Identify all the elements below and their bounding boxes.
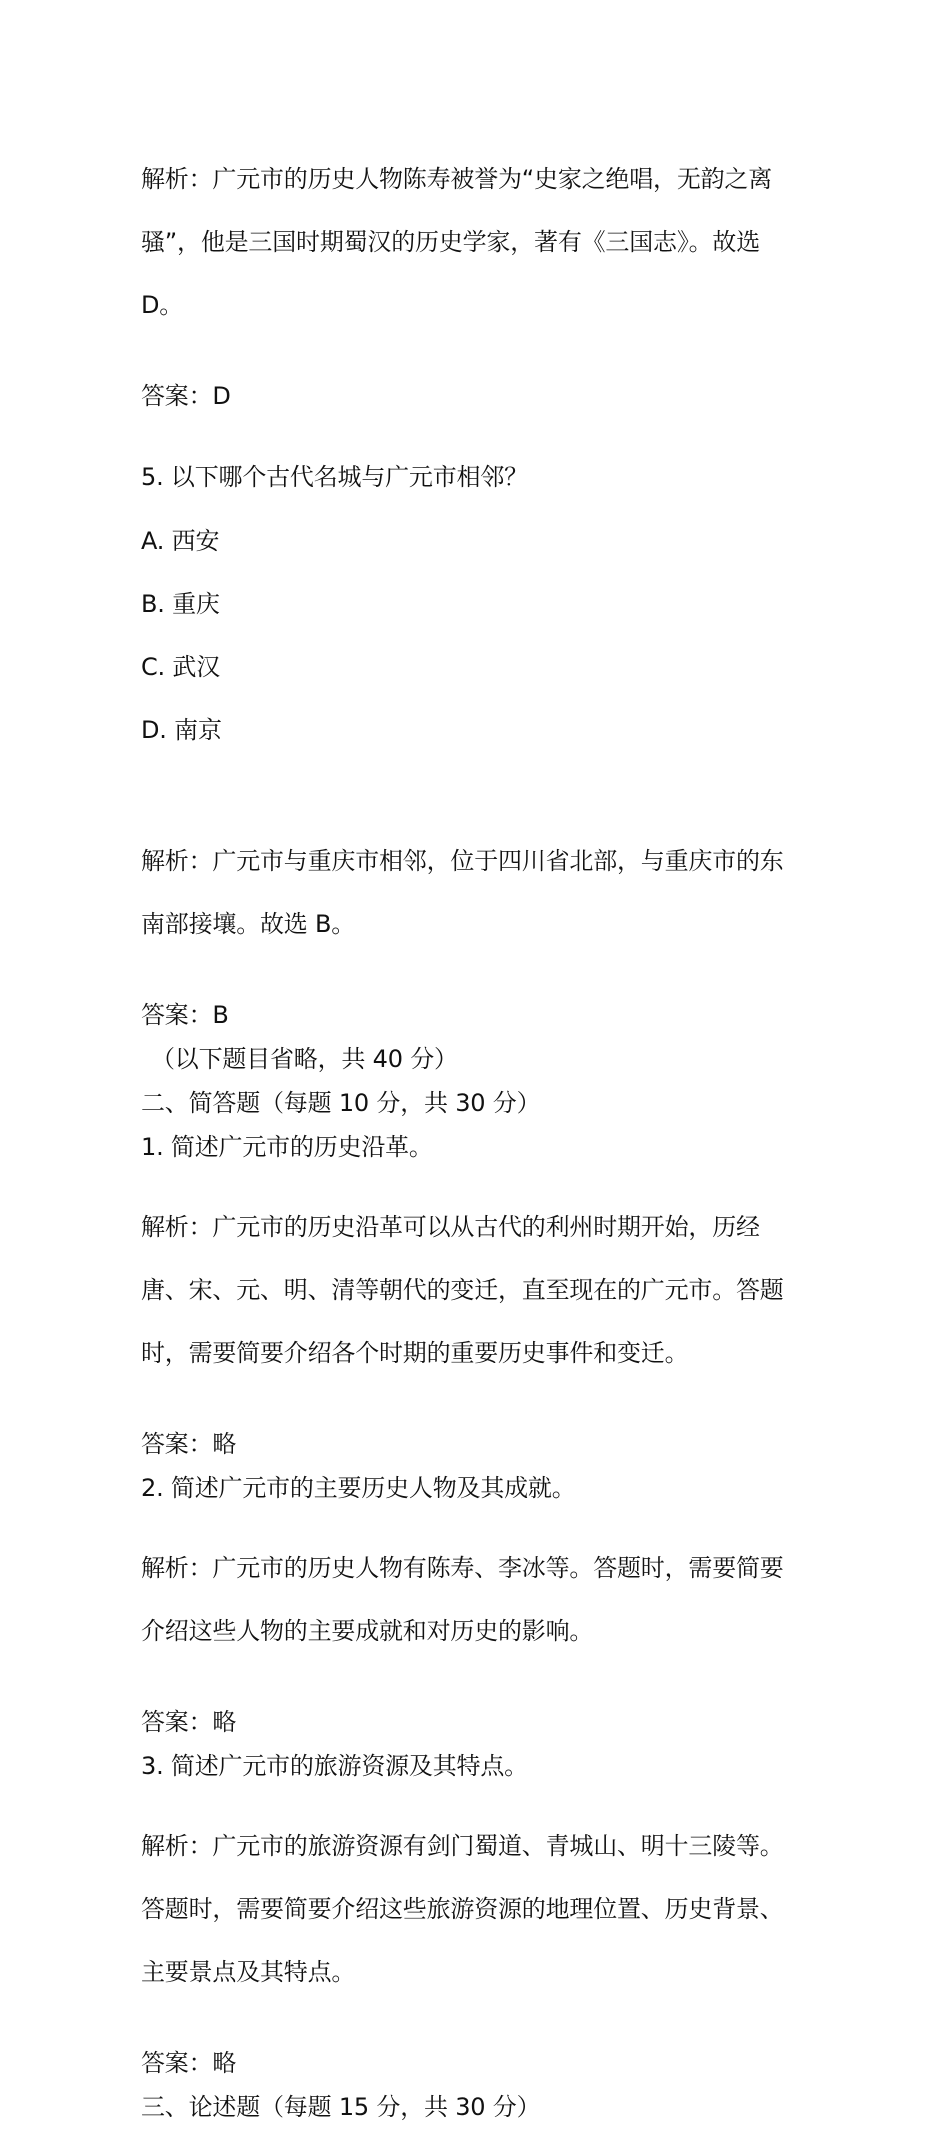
analysis-line: 南部接壤。故选 B。	[141, 910, 356, 938]
analysis-line: 唐、宋、元、明、清等朝代的变迁，直至现在的广元市。答题	[141, 1276, 784, 1304]
option-b: B. 重庆	[141, 590, 220, 618]
analysis-paragraph	[141, 127, 813, 358]
analysis-line: 解析：广元市的旅游资源有剑门蜀道、青城山、明十三陵等。	[141, 1832, 784, 1860]
question-stem: 5. 以下哪个古代名城与广元市相邻？	[141, 463, 528, 491]
answer-line: 答案：略	[141, 1430, 237, 1458]
section-title: 三、论述题（每题 15 分，共 30 分）	[141, 2093, 541, 2121]
option-c: C. 武汉	[141, 653, 221, 681]
answer-line: 答案：略	[141, 2049, 237, 2077]
analysis-line: 解析：广元市的历史人物有陈寿、李冰等。答题时，需要简要	[141, 1554, 784, 1582]
option-a: A. 西安	[141, 527, 220, 555]
analysis-line: 骚”，他是三国时期蜀汉的历史学家，著有《三国志》。故选	[141, 228, 761, 256]
analysis-paragraph	[141, 1175, 813, 1406]
analysis-line: 解析：广元市的历史沿革可以从古代的利州时期开始，历经	[141, 1213, 760, 1241]
answer-line: 答案：D	[141, 382, 231, 410]
section-title: 二、简答题（每题 10 分，共 30 分）	[141, 1089, 541, 1117]
question-block	[141, 425, 813, 783]
analysis-paragraph	[141, 1794, 813, 2025]
analysis-line: 解析：广元市的历史人物陈寿被誉为“史家之绝唱，无韵之离	[141, 165, 773, 193]
document-page	[141, 127, 813, 2137]
omitted-note: （以下题目省略，共 40 分）	[151, 1045, 458, 1073]
analysis-line: 介绍这些人物的主要成就和对历史的影响。	[141, 1617, 594, 1645]
question-stem: 3. 简述广元市的旅游资源及其特点。	[141, 1752, 528, 1780]
answer-line: 答案：略	[141, 1708, 237, 1736]
analysis-paragraph	[141, 809, 813, 977]
analysis-line: 时，需要简要介绍各个时期的重要历史事件和变迁。	[141, 1339, 689, 1367]
question-stem: 1. 简述广元市的历史沿革。	[141, 1133, 433, 1161]
question-stem: 2. 简述广元市的主要历史人物及其成就。	[141, 1474, 576, 1502]
analysis-line: 答题时，需要简要介绍这些旅游资源的地理位置、历史背景、	[141, 1895, 784, 1923]
option-d: D. 南京	[141, 716, 222, 744]
analysis-paragraph	[141, 1516, 813, 1684]
analysis-line: 主要景点及其特点。	[141, 1958, 356, 1986]
analysis-line: D。	[141, 291, 184, 319]
answer-line: 答案：B	[141, 1001, 229, 1029]
analysis-line: 解析：广元市与重庆市相邻，位于四川省北部，与重庆市的东	[141, 847, 784, 875]
